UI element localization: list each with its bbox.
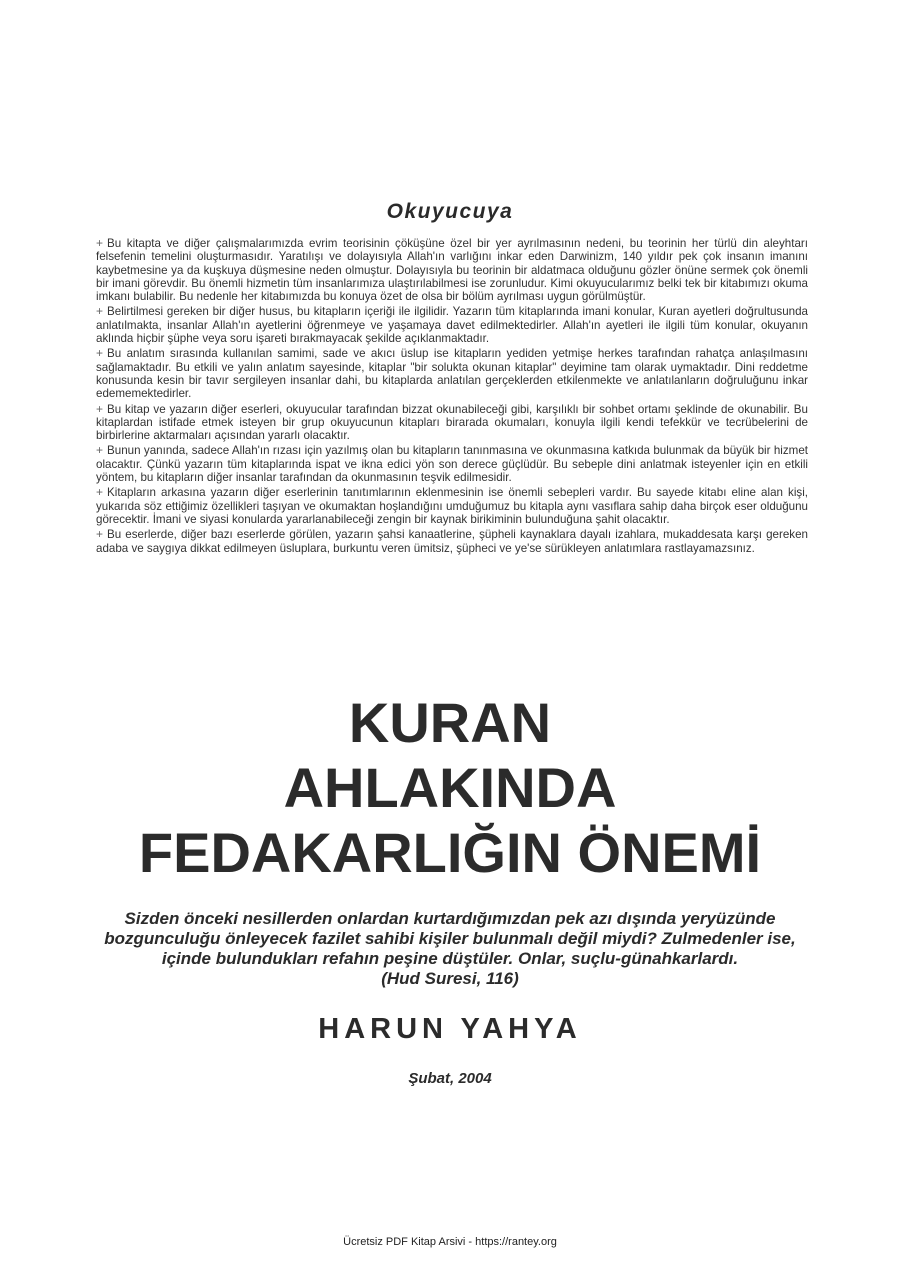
paragraph-text: Bu kitap ve yazarın diğer eserleri, okuyucular tarafından bizzat okunabileceği gibi, karşılıklı bir sohbet ortamı şeklinde de okunabilir. Bu kitaplardan istifade etmek isteyen bir grup okuyucunun kitapları birarada okumaları, konuyla ilgili kendi tefekkür ve tecrübelerini de birbirlerine aktarmaları açısından yararlı olacaktır. bbox=[96, 402, 808, 443]
paragraph-text: Belirtilmesi gereken bir diğer husus, bu kitapların içeriği ile ilgilidir. Yazarın tüm kitaplarında imani konular, Kuran ayetleri doğrultusunda anlatılmakta, insanlar Allah'ın ayetlerini öğrenmeye ve yaşamaya davet edilmektedirler. Allah'ın ayetleri ile ilgili tüm konular, okuyanın aklında hiçbir şüphe veya soru işareti bırakmayacak şekilde açıklanmaktadır. bbox=[96, 305, 808, 346]
paragraph bbox=[96, 305, 808, 345]
title-line: AHLAKINDA bbox=[283, 756, 617, 819]
paragraph bbox=[96, 237, 808, 303]
paragraph bbox=[96, 528, 808, 555]
cross-bullet-icon: + bbox=[96, 304, 104, 319]
title-line: FEDAKARLIĞIN ÖNEMİ bbox=[138, 821, 762, 884]
title-line: KURAN bbox=[348, 691, 552, 754]
paragraph bbox=[96, 403, 808, 443]
paragraph-text: Kitapların arkasına yazarın diğer eserlerinin tanıtımlarının eklenmesinin ise önemli sebepleri vardır. Bu sayede kitabı eline alan kişi, yukarıda söz ettiğimiz özellikleri taşıyan ve okumaktan hoşlandığını umduğumuz bu kitapla aynı vasıflara sahip daha birçok eser olduğunu görecektir. İmani ve siyasi konularda yararlanabileceği zengin bir kaynak birikiminin bulunduğuna şahit olacaktır. bbox=[96, 486, 808, 526]
page-heading: Okuyucuya bbox=[386, 200, 514, 223]
paragraph bbox=[96, 444, 808, 484]
cross-bullet-icon: + bbox=[96, 236, 104, 250]
footer-text: Ücretsiz PDF Kitap Arsivi - https://rantey.org bbox=[343, 1236, 557, 1248]
cross-bullet-icon: + bbox=[96, 527, 104, 542]
verse-line: içinde bulundukları refahın peşine düştüler. Onlar, suçlu-günahkarlardı. bbox=[161, 949, 739, 968]
cross-bullet-icon: + bbox=[96, 346, 104, 361]
paragraph-text: Bu anlatım sırasında kullanılan samimi, sade ve akıcı üslup ise kitapların yediden yetmişe herkes tarafından rahatça anlaşılmasını sağlamaktadır. Bu etkili ve yalın anlatım sayesinde, kitaplar "bir solukta okunan kitaplar" deyimine tam olarak uymaktadır. Dini reddetme konusunda kesin bir tavır sergileyen insanlar dahi, bu kitaplarda anlatılan gerçeklerden etkilenmekte ve anlatılanların doğruluğunu inkar edememektedirler. bbox=[96, 347, 808, 401]
paragraph-text: Bu eserlerde, diğer bazı eserlerde görülen, yazarın şahsi kanaatlerine, şüpheli kaynaklara dayalı izahlara, mukaddesata karşı gereken adaba ve saygıya dikkat edilmeyen üsluplara, burkuntu veren ümitsiz, şüpheci ve ye'se sürükleyen anlatımlara rastlayamazsınız. bbox=[96, 528, 808, 555]
cross-bullet-icon: + bbox=[96, 485, 104, 500]
paragraph-text: Bu kitapta ve diğer çalışmalarımızda evrim teorisinin çöküşüne özel bir yer ayrılmasının nedeni, bu teorinin her türlü din aleyhtarı felsefenin temelini oluşturmasıdır. Yaratılışı ve dolayısıyla Allah'ın varlığını inkar eden Darwinizm, 140 yıldır pek çok insanın imanını kaybetmesine ya da kuşkuya düşmesine neden olmuştur. Dolayısıyla bu teorinin bir aldatmaca olduğunu gözler önüne sermek çok önemli bir imani görevdir. Bu önemli hizmetin tüm insanlarımıza ulaştırılabilmesi ise zorunludur. Kimi okuyucularımız belki tek bir kitabımızı okuma imkanı bulabilir. Bu nedenle her kitabımızda bu konuya özet de olsa bir bölüm ayrılması uygun görülmüştür. bbox=[96, 237, 808, 304]
verse-citation: (Hud Suresi, 116) bbox=[381, 969, 519, 988]
verse-quote bbox=[80, 909, 820, 989]
cross-bullet-icon: + bbox=[96, 401, 104, 416]
author-name: HARUN YAHYA bbox=[318, 1013, 582, 1045]
verse-line: Sizden önceki nesillerden onlardan kurtardığımızdan pek azı dışında yeryüzünde bbox=[124, 909, 776, 928]
book-title bbox=[0, 690, 900, 885]
publication-date: Şubat, 2004 bbox=[408, 1070, 492, 1087]
cross-bullet-icon: + bbox=[96, 443, 104, 458]
verse-line: bozgunculuğu önleyecek fazilet sahibi kişiler bulunmalı değil miydi? Zulmedenler ise, bbox=[104, 929, 796, 948]
paragraph bbox=[96, 486, 808, 526]
paragraph bbox=[96, 347, 808, 400]
intro-paragraphs bbox=[96, 237, 808, 557]
paragraph-text: Bunun yanında, sadece Allah'ın rızası için yazılmış olan bu kitapların tanınmasına ve okunmasına katkıda bulunmak da büyük bir hizmet olacaktır. Çünkü yazarın tüm kitaplarında ispat ve ikna edici yön son derece güçlüdür. Bu sebeple dini anlatmak isteyenler için en etkili yöntem, bu kitapların diğer insanlar tarafından da okunmasının teşvik edilmesidir. bbox=[96, 444, 808, 485]
